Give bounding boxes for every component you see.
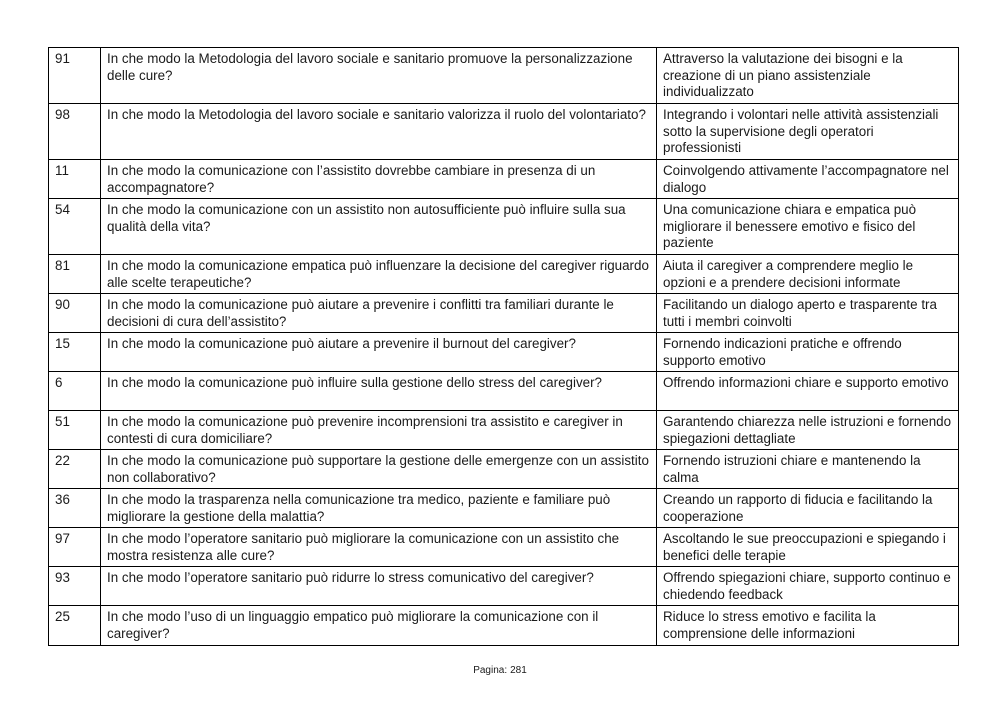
answer-cell: Coinvolgendo attivamente l’accompagnatore nel dialogo: [657, 160, 959, 199]
question-cell: In che modo la comunicazione con l’assistito dovrebbe cambiare in presenza di un accompagnatore?: [101, 160, 657, 199]
row-id-cell: 91: [49, 48, 101, 104]
table-row: [49, 294, 959, 333]
row-id-cell: 98: [49, 104, 101, 160]
question-cell: In che modo la Metodologia del lavoro sociale e sanitario promuove la personalizzazione delle cure?: [101, 48, 657, 104]
answer-cell: Ascoltando le sue preoccupazioni e spiegando i benefici delle terapie: [657, 528, 959, 567]
answer-cell: Riduce lo stress emotivo e facilita la comprensione delle informazioni: [657, 606, 959, 646]
row-id-cell: 97: [49, 528, 101, 567]
row-id-cell: 51: [49, 411, 101, 450]
answer-cell: Fornendo istruzioni chiare e mantenendo la calma: [657, 450, 959, 489]
answer-cell: Facilitando un dialogo aperto e trasparente tra tutti i membri coinvolti: [657, 294, 959, 333]
page-number: 281: [510, 665, 527, 676]
row-id-cell: 93: [49, 567, 101, 606]
table-row: [49, 199, 959, 255]
row-id-cell: 25: [49, 606, 101, 646]
question-cell: In che modo l’operatore sanitario può migliorare la comunicazione con un assistito che mostra resistenza alle cure?: [101, 528, 657, 567]
question-cell: In che modo l’operatore sanitario può ridurre lo stress comunicativo del caregiver?: [101, 567, 657, 606]
question-cell: In che modo la comunicazione può aiutare a prevenire il burnout del caregiver?: [101, 333, 657, 372]
row-id-cell: 22: [49, 450, 101, 489]
qa-table-body: [49, 48, 959, 646]
page-footer: [0, 665, 1000, 676]
table-row: [49, 48, 959, 104]
question-cell: In che modo la comunicazione può aiutare a prevenire i conflitti tra familiari durante le decisioni di cura dell’assistito?: [101, 294, 657, 333]
table-row: [49, 372, 959, 411]
question-cell: In che modo la trasparenza nella comunicazione tra medico, paziente e familiare può migliorare la gestione della malattia?: [101, 489, 657, 528]
table-row: [49, 104, 959, 160]
table-row: [49, 567, 959, 606]
answer-cell: Garantendo chiarezza nelle istruzioni e fornendo spiegazioni dettagliate: [657, 411, 959, 450]
row-id-cell: 11: [49, 160, 101, 199]
table-row: [49, 255, 959, 294]
qa-table: [48, 47, 959, 646]
answer-cell: Offrendo spiegazioni chiare, supporto continuo e chiedendo feedback: [657, 567, 959, 606]
row-id-cell: 6: [49, 372, 101, 411]
table-row: [49, 333, 959, 372]
table-row: [49, 450, 959, 489]
question-cell: In che modo la comunicazione con un assistito non autosufficiente può influire sulla sua qualità della vita?: [101, 199, 657, 255]
table-row: [49, 528, 959, 567]
table-row: [49, 606, 959, 646]
question-cell: In che modo la comunicazione può prevenire incomprensioni tra assistito e caregiver in contesti di cura domiciliare?: [101, 411, 657, 450]
question-cell: In che modo la comunicazione empatica può influenzare la decisione del caregiver riguardo alle scelte terapeutiche?: [101, 255, 657, 294]
answer-cell: Fornendo indicazioni pratiche e offrendo supporto emotivo: [657, 333, 959, 372]
answer-cell: Creando un rapporto di fiducia e facilitando la cooperazione: [657, 489, 959, 528]
question-cell: In che modo la comunicazione può influire sulla gestione dello stress del caregiver?: [101, 372, 657, 411]
question-cell: In che modo l’uso di un linguaggio empatico può migliorare la comunicazione con il caregiver?: [101, 606, 657, 646]
question-cell: In che modo la Metodologia del lavoro sociale e sanitario valorizza il ruolo del volontariato?: [101, 104, 657, 160]
table-row: [49, 489, 959, 528]
table-row: [49, 160, 959, 199]
answer-cell: Aiuta il caregiver a comprendere meglio le opzioni e a prendere decisioni informate: [657, 255, 959, 294]
answer-cell: Integrando i volontari nelle attività assistenziali sotto la supervisione degli operatori professionisti: [657, 104, 959, 160]
row-id-cell: 90: [49, 294, 101, 333]
row-id-cell: 36: [49, 489, 101, 528]
row-id-cell: 15: [49, 333, 101, 372]
row-id-cell: 81: [49, 255, 101, 294]
row-id-cell: 54: [49, 199, 101, 255]
question-cell: In che modo la comunicazione può supportare la gestione delle emergenze con un assistito non collaborativo?: [101, 450, 657, 489]
answer-cell: Attraverso la valutazione dei bisogni e la creazione di un piano assistenziale individualizzato: [657, 48, 959, 104]
answer-cell: Offrendo informazioni chiare e supporto emotivo: [657, 372, 959, 411]
answer-cell: Una comunicazione chiara e empatica può migliorare il benessere emotivo e fisico del paziente: [657, 199, 959, 255]
page-label: Pagina:: [473, 665, 508, 676]
table-row: [49, 411, 959, 450]
